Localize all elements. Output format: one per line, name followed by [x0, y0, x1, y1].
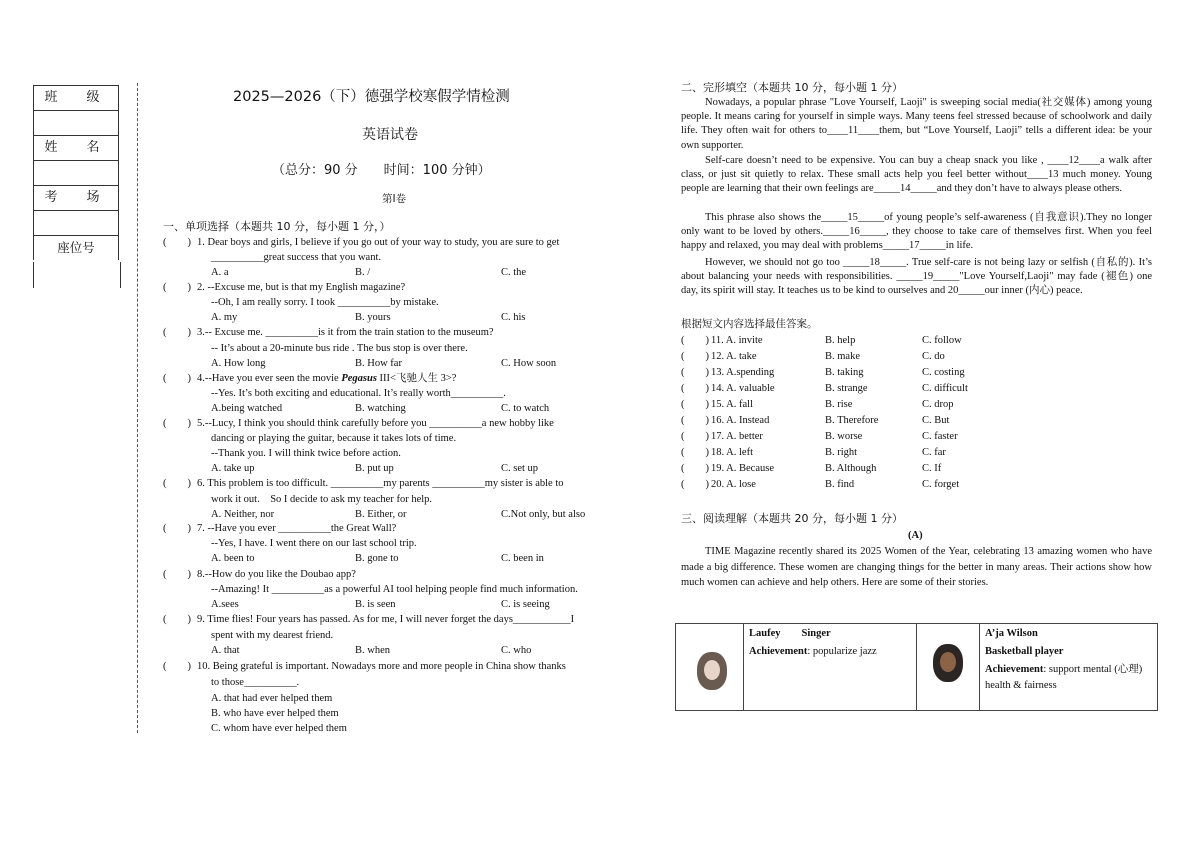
option-a: 11. A. invite	[711, 335, 763, 346]
option-a: A. a	[211, 267, 229, 278]
part3-heading: 三、阅读理解（本题共 20 分，每小题 1 分）	[681, 512, 903, 525]
option-a: A. How long	[211, 358, 266, 369]
option-b: B. worse	[825, 431, 863, 442]
option-a: A. take up	[211, 463, 255, 474]
laufey-name: Laufey Singer	[749, 628, 831, 639]
seat-label: 座位号	[33, 235, 119, 260]
class-field[interactable]	[33, 110, 119, 135]
option-b: B. right	[825, 447, 858, 458]
option-c: C. been in	[501, 553, 544, 564]
option-c: C. his	[501, 312, 526, 323]
cloze-instruction: 根据短文内容选择最佳答案。	[681, 318, 818, 330]
answer-bracket[interactable]: ( )	[681, 479, 709, 490]
answer-bracket[interactable]: ( )	[163, 661, 191, 672]
laufey-achievement: Achievement: popularize jazz	[749, 646, 877, 657]
question-line: --Yes. It’s both exciting and educational. It’s really worth__________.	[211, 388, 506, 399]
question-text: 4.--Have you ever seen the movie Pegasus III<飞驰人生 3>?	[197, 373, 457, 384]
question-text: 8.--How do you like the Doubao app?	[197, 569, 356, 580]
option-c: C. How soon	[501, 358, 557, 369]
answer-bracket[interactable]: ( )	[681, 431, 709, 442]
option-c: C. do	[922, 351, 945, 362]
option-b: B. Although	[825, 463, 877, 474]
question-text: 9. Time flies! Four years has passed. As for me, I will never forget the days___________I	[197, 614, 575, 625]
question-line: --Amazing! It __________as a powerful AI tool helping people find much information.	[211, 584, 578, 595]
name-field[interactable]	[33, 160, 119, 185]
option-a: 19. A. Because	[711, 463, 774, 474]
question-line: C. whom have ever helped them	[211, 723, 347, 734]
aja-wilson-name: A’ja Wilson	[985, 628, 1038, 639]
option-a: A. been to	[211, 553, 255, 564]
class-label: 班 级	[33, 85, 119, 110]
option-a: 18. A. left	[711, 447, 753, 458]
question-line: work it out. So I decide to ask my teacher for help.	[211, 494, 433, 505]
answer-bracket[interactable]: ( )	[163, 282, 191, 293]
option-b: B. yours	[355, 312, 391, 323]
answer-bracket[interactable]: ( )	[163, 237, 191, 248]
question-line: dancing or playing the guitar, because it takes lots of time.	[211, 433, 457, 444]
answer-bracket[interactable]: ( )	[163, 569, 191, 580]
question-text: 2. --Excuse me, but is that my English magazine?	[197, 282, 406, 293]
option-a: A.sees	[211, 599, 239, 610]
option-c: C.Not only, but also	[501, 509, 586, 520]
option-a: 13. A.spending	[711, 367, 775, 378]
question-text: 3.-- Excuse me. __________is it from the train station to the museum?	[197, 327, 494, 338]
option-c: C. faster	[922, 431, 958, 442]
question-text: 1. Dear boys and girls, I believe if you go out of your way to study, you are sure to get	[197, 237, 560, 248]
question-text: 6. This problem is too difficult. __________my parents __________my sister is able to	[197, 478, 564, 489]
answer-bracket[interactable]: ( )	[163, 327, 191, 338]
option-a: A.being watched	[211, 403, 283, 414]
answer-bracket[interactable]: ( )	[681, 399, 709, 410]
option-c: C. drop	[922, 399, 954, 410]
option-b: B. Therefore	[825, 415, 879, 426]
answer-bracket[interactable]: ( )	[681, 463, 709, 474]
question-line: --Yes, I have. I went there on our last school trip.	[211, 538, 417, 549]
option-b: B. find	[825, 479, 855, 490]
answer-bracket[interactable]: ( )	[163, 523, 191, 534]
answer-bracket[interactable]: ( )	[681, 335, 709, 346]
option-a: A. that	[211, 645, 240, 656]
laufey-photo	[697, 652, 727, 690]
name-label: 姓 名	[33, 135, 119, 160]
option-c: C. the	[501, 267, 527, 278]
question-line: --Oh, I am really sorry. I took __________by mistake.	[211, 297, 439, 308]
room-label: 考 场	[33, 185, 119, 210]
seat-field[interactable]	[33, 262, 121, 288]
answer-bracket[interactable]: ( )	[681, 415, 709, 426]
option-c: C. But	[922, 415, 950, 426]
question-text: 5.--Lucy, I think you should think carefully before you __________a new hobby like	[197, 418, 554, 429]
option-c: C. If	[922, 463, 942, 474]
women-profile-table	[675, 623, 1158, 711]
option-c: C. is seeing	[501, 599, 550, 610]
question-line: -- It’s about a 20-minute bus ride . The bus stop is over there.	[211, 343, 468, 354]
answer-bracket[interactable]: ( )	[681, 383, 709, 394]
option-b: B. put up	[355, 463, 394, 474]
option-a: A. Neither, nor	[211, 509, 275, 520]
option-c: C. costing	[922, 367, 965, 378]
option-b: B. help	[825, 335, 856, 346]
answer-bracket[interactable]: ( )	[681, 447, 709, 458]
option-a: 12. A. take	[711, 351, 757, 362]
option-b: B. strange	[825, 383, 868, 394]
option-b: B. is seen	[355, 599, 396, 610]
question-text: 10. Being grateful is important. Nowadays more and more people in China show thanks	[197, 661, 566, 672]
option-c: C. who	[501, 645, 532, 656]
question-line: __________great success that you want.	[211, 252, 382, 263]
option-b: B. taking	[825, 367, 864, 378]
option-c: C. forget	[922, 479, 960, 490]
answer-bracket[interactable]: ( )	[163, 614, 191, 625]
option-a: 16. A. Instead	[711, 415, 770, 426]
reading-intro: TIME Magazine recently shared its 2025 Women of the Year, celebrating 13 amazing women who have made a big difference. These women are changing things for the better in many areas. Their actions show how much women can achieve and help others. Here are some of their stories.	[681, 546, 1152, 588]
option-c: C. difficult	[922, 383, 968, 394]
question-line: B. who have ever helped them	[211, 708, 339, 719]
option-a: A. my	[211, 312, 238, 323]
option-a: 20. A. lose	[711, 479, 756, 490]
answer-bracket[interactable]: ( )	[163, 418, 191, 429]
room-field[interactable]	[33, 210, 119, 235]
option-b: B. Either, or	[355, 509, 407, 520]
exam-subject: 英语试卷	[362, 127, 418, 143]
aja-wilson-photo	[933, 644, 963, 682]
passage-label: (A)	[908, 530, 923, 541]
answer-bracket[interactable]: ( )	[681, 351, 709, 362]
question-line: --Thank you. I will think twice before action.	[211, 448, 401, 459]
option-b: B. rise	[825, 399, 853, 410]
option-b: B. /	[355, 267, 371, 278]
option-a: 15. A. fall	[711, 399, 753, 410]
volume-label: 第Ⅰ卷	[382, 193, 407, 205]
aja-wilson-achievement: Achievement: support mental (心理) health & fairness	[985, 664, 1143, 691]
student-info-table	[33, 85, 119, 260]
option-c: C. to watch	[501, 403, 550, 414]
answer-bracket[interactable]: ( )	[163, 373, 191, 384]
option-c: C. follow	[922, 335, 962, 346]
option-c: C. far	[922, 447, 946, 458]
aja-wilson-role: Basketball player	[985, 646, 1064, 657]
cloze-paragraph-1: Nowadays, a popular phrase "Love Yourself, Laoji" is sweeping social media(社交媒体) among young people. It means caring for yourself in simple ways. Many teens feel stressed because of schoolwork and daily life. They often wait for others to____11____them, but “Love Yourself, Laoji” tells a different idea: be your own supporter.	[681, 97, 1152, 151]
option-c: C. set up	[501, 463, 539, 474]
answer-bracket[interactable]: ( )	[163, 478, 191, 489]
part2-heading: 二、完形填空（本题共 10 分，每小题 1 分）	[681, 81, 903, 94]
option-b: B. make	[825, 351, 860, 362]
cloze-paragraph-3: This phrase also shows the_____15_____of young people’s self-awareness (自我意识).They no longer only want to be loved by others._____16_____, they choose to take care of themselves first. When you feel happy and relaxed, you may deal with problems_____17_____in life.	[681, 212, 1152, 252]
question-line: A. that had ever helped them	[211, 693, 333, 704]
binding-line	[137, 83, 138, 733]
option-b: B. when	[355, 645, 390, 656]
option-b: B. watching	[355, 403, 406, 414]
option-a: 17. A. better	[711, 431, 763, 442]
question-line: spent with my dearest friend.	[211, 630, 334, 641]
question-text: 7. --Have you ever __________the Great Wall?	[197, 523, 397, 534]
option-b: B. gone to	[355, 553, 399, 564]
answer-bracket[interactable]: ( )	[681, 367, 709, 378]
cloze-paragraph-4: However, we should not go too _____18_____. True self-care is not being lazy or selfish (自私的). It’s about balancing your needs with responsibilities. _____19_____"Love Yourself,Laoji" may fade (褪色) one day, its spirit will stay. It teaches us to be kind to ourselves and 20_____our inner (内心) peace.	[681, 257, 1152, 297]
option-b: B. How far	[355, 358, 402, 369]
question-line: to those__________.	[211, 677, 300, 688]
exam-title: 2025—2026（下）德强学校寒假学情检测	[233, 89, 510, 105]
cloze-paragraph-2: Self-care doesn’t need to be expensive. You can buy a cheap snack you like , ____12____a walk after class, or just sit quietly to relax. These small acts help you feel better without____13 much money. Young people are learning that their own feelings are_____14_____and they don’t have to always please others.	[681, 155, 1152, 195]
option-a: 14. A. valuable	[711, 383, 775, 394]
exam-score-time: （总分：90 分 时间：100 分钟）	[272, 163, 491, 178]
part1-heading: 一、单项选择（本题共 10 分，每小题 1 分，）	[163, 220, 391, 233]
